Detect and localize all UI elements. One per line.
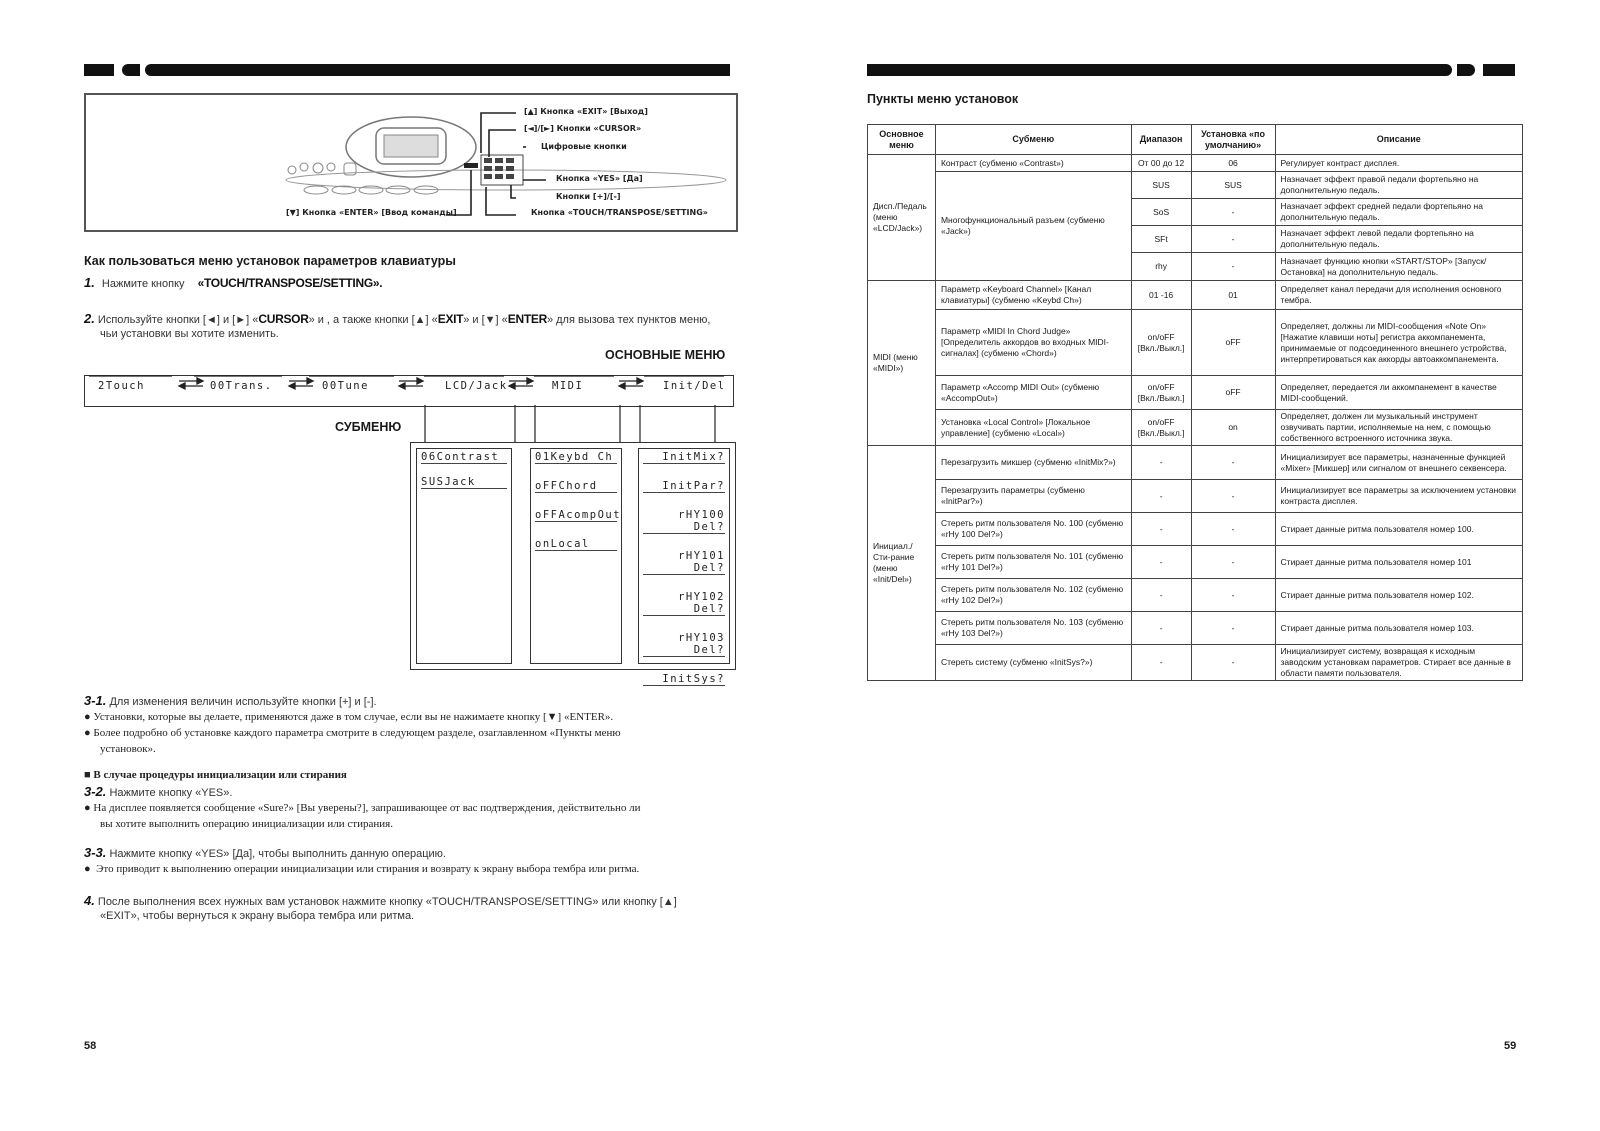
submenu-initmix: InitMix? [643, 451, 725, 464]
step-2-text-b: » и , а также кнопки [▲] « [308, 314, 438, 326]
row14-range: - [1131, 579, 1191, 612]
row5-desc: Назначает функцию кнопки «START/STOP» [Запуск/Остановка] на дополнительную педаль. [1275, 253, 1522, 281]
row6-sub: Параметр «Keyboard Channel» [Канал клавиатуры] (субменю «Keybd Ch») [935, 281, 1131, 310]
row11-desc: Инициализирует все параметры за исключением установки контраста дисплея. [1275, 480, 1522, 513]
submenu-col-midi [530, 448, 622, 664]
submenu-chord: oFFChord [535, 480, 617, 493]
group-init-del: Инициал./Сти-рание (меню «Init/Del») [868, 446, 936, 681]
step-3-1-text: Для изменения величин используйте кнопки [+] и [-]. [109, 696, 377, 708]
step-3-2-number: 3-2. [84, 784, 107, 799]
submenu-accomp-out: oFFAcompOut [535, 509, 622, 521]
row1-desc: Регулирует контраст дисплея. [1275, 155, 1522, 172]
row8-range: on/oFF [Вкл./Выкл.] [1131, 376, 1191, 410]
main-menu-lcd-jack: LCD/Jack [445, 380, 508, 392]
row5-default: - [1191, 253, 1275, 281]
bullet-1b-cont: установок». [100, 743, 156, 755]
submenu-keybd-ch: 01Keybd Ch [535, 451, 617, 464]
step-4-line1: После выполнения всех нужных вам установок нажмите кнопку «TOUCH/TRANSPOSE/SETTING» или кнопку [▲] [97, 896, 677, 908]
step-3-2 [84, 784, 232, 801]
row11-default: - [1191, 480, 1275, 513]
row16-range: - [1131, 645, 1191, 681]
step-3-2-text: Нажмите кнопку «YES». [109, 787, 233, 799]
step-2-kw-exit: EXIT [437, 312, 464, 326]
submenu-initpar: InitPar? [643, 480, 725, 493]
row13-desc: Стирает данные ритма пользователя номер 101 [1275, 546, 1522, 579]
row16-default: - [1191, 645, 1275, 681]
row1-range: От 00 до 12 [1131, 155, 1191, 172]
row3-range: SoS [1131, 199, 1191, 226]
label-touch: Кнопка «TOUCH/TRANSPOSE/SETTING» [531, 208, 708, 217]
settings-table [867, 124, 1523, 681]
main-menu-title: ОСНОВНЫЕ МЕНЮ [605, 348, 726, 362]
row14-sub: Стереть ритм пользователя No. 102 (субменю «rHy 102 Del?») [935, 579, 1131, 612]
bullet-3: ● Это приводит к выполнению операции инициализации или стирания и возврату к экрану выбора тембра или ритма. [84, 863, 640, 875]
bullet-2b: вы хотите выполнить операцию инициализации или стирания. [100, 818, 393, 830]
init-title-text: В случае процедуры инициализации или стирания [93, 769, 347, 781]
page-number-right: 59 [1504, 1040, 1517, 1052]
step-3-1 [84, 693, 377, 710]
step-2-kw-cursor: CURSOR [258, 312, 309, 326]
row15-default: - [1191, 612, 1275, 645]
submenu-initsys: InitSys? [643, 673, 725, 686]
row2-default: SUS [1191, 172, 1275, 199]
bullet-1b-text: Более подробно об установке каждого параметра смотрите в следующем разделе, озаглавленном «Пункты меню [93, 727, 621, 739]
row3-default: - [1191, 199, 1275, 226]
step-4-number: 4. [84, 893, 95, 908]
step-2-kw-enter: ENTER [507, 312, 547, 326]
label-yes: Кнопка «YES» [Да] [556, 174, 643, 183]
step-1 [84, 275, 382, 292]
row1-default: 06 [1191, 155, 1275, 172]
row3-desc: Назначает эффект средней педали фортепьяно на дополнительную педаль. [1275, 199, 1522, 226]
row6-default: 01 [1191, 281, 1275, 310]
bullet-1a-text: Установки, которые вы делаете, применяются даже в том случае, если вы не нажимаете кнопку [▼] «ENTER». [93, 711, 614, 723]
label-cursor: [◄]/[►] Кнопки «CURSOR» [524, 124, 642, 133]
bullet-1a: ● Установки, которые вы делаете, применяются даже в том случае, если вы не нажимаете кнопку [▼] «ENTER». [84, 711, 614, 723]
main-menu-init-del: Init/Del [663, 380, 726, 392]
row6-desc: Определяет канал передачи для исполнения основного тембра. [1275, 281, 1522, 310]
step-2-text-c: » и [▼] « [463, 314, 508, 326]
label-exit: [▲] Кнопка «EXIT» [Выход] [524, 107, 648, 116]
row11-range: - [1131, 480, 1191, 513]
bullet-1b: ● Более подробно об установке каждого параметра смотрите в следующем разделе, озаглавленном «Пункты меню [84, 727, 621, 739]
th-default: Установка «по умолчанию» [1191, 125, 1275, 155]
label-enter: [▼] Кнопка «ENTER» [Ввод команды] [286, 208, 457, 217]
main-menu-touch: 2Touch [98, 380, 145, 392]
left-header-main [145, 64, 730, 76]
row2-sub: Многофункциональный разъем (субменю «Jack») [935, 172, 1131, 281]
submenu-rhy103: rHY103 Del? [643, 632, 725, 657]
submenu-rhy100: rHY100 Del? [643, 509, 725, 534]
step-3-3-number: 3-3. [84, 845, 107, 860]
row2-desc: Назначает эффект правой педали фортепьяно на дополнительную педаль. [1275, 172, 1522, 199]
row14-default: - [1191, 579, 1275, 612]
submenu-jack: SUSJack [421, 476, 507, 489]
th-main: Основное меню [868, 125, 936, 155]
group-midi: MIDI (меню «MIDI») [868, 281, 936, 446]
row7-sub: Параметр «MIDI In Chord Judge» [Определитель аккордов во входных MIDI-сигналах] (субменю «Chord») [935, 310, 1131, 376]
row11-sub: Перезагрузить параметры (субменю «InitPar?») [935, 480, 1131, 513]
submenu-connectors [410, 405, 730, 445]
row13-range: - [1131, 546, 1191, 579]
right-header-bar [1483, 64, 1515, 76]
row10-sub: Перезагрузить микшер (субменю «InitMix?») [935, 446, 1131, 480]
group-lcd-jack: Дисп./Педаль (меню «LCD/Jack») [868, 155, 936, 281]
row12-desc: Стирает данные ритма пользователя номер 100. [1275, 513, 1522, 546]
bullet-2a-text: На дисплее появляется сообщение «Sure?» [Вы уверены?], запрашивающее от вас подтверждения, действительно ли [93, 802, 641, 814]
left-header-bar [84, 64, 114, 76]
row8-sub: Параметр «Accomp MIDI Out» (субменю «AccompOut») [935, 376, 1131, 410]
step-1-text: Нажмите кнопку [101, 278, 185, 290]
row14-desc: Стирает данные ритма пользователя номер 102. [1275, 579, 1522, 612]
step-4-line2: «EXIT», чтобы вернуться к экрану выбора тембра или ритма. [100, 910, 415, 922]
row4-range: SFt [1131, 226, 1191, 253]
step-2 [84, 311, 734, 328]
label-plusminus: Кнопки [+]/[-] [556, 192, 621, 201]
submenu-rhy102: rHY102 Del? [643, 591, 725, 616]
right-header-main [867, 64, 1452, 76]
step-3-3-text: Нажмите кнопку «YES» [Да], чтобы выполнить данную операцию. [109, 848, 446, 860]
row9-default: on [1191, 410, 1275, 446]
row9-range: on/oFF [Вкл./Выкл.] [1131, 410, 1191, 446]
row5-range: rhy [1131, 253, 1191, 281]
row6-range: 01 -16 [1131, 281, 1191, 310]
step-1-keyword: «TOUCH/TRANSPOSE/SETTING». [197, 276, 383, 290]
page-number-left: 58 [84, 1040, 97, 1052]
step-2-text-d: » для вызова тех пунктов меню, [546, 314, 711, 326]
row15-desc: Стирает данные ритма пользователя номер 103. [1275, 612, 1522, 645]
row15-range: - [1131, 612, 1191, 645]
step-3-1-number: 3-1. [84, 693, 107, 708]
th-sub: Субменю [935, 125, 1131, 155]
submenu-local: onLocal [535, 538, 617, 551]
step-2-text-a: Используйте кнопки [◄] и [►] « [97, 314, 259, 326]
main-menu-midi: MIDI [552, 380, 584, 392]
row7-desc: Определяет, должны ли MIDI-сообщения «Note On» [Нажатие клавиши ноты] регистра аккомпанемента, принимаемые от подсоединенного внешнего устройства, интерпретироваться как аккорды автоаккомпанемента. [1275, 310, 1522, 376]
row9-sub: Установка «Local Control» [Локальное управление] (субменю «Local») [935, 410, 1131, 446]
row8-desc: Определяет, передается ли аккомпанемент в качестве MIDI-сообщений. [1275, 376, 1522, 410]
row13-sub: Стереть ритм пользователя No. 101 (субменю «rHy 101 Del?») [935, 546, 1131, 579]
submenu-col-lcd-jack [416, 448, 512, 664]
main-menu-tune: 00Tune [322, 380, 369, 392]
row4-default: - [1191, 226, 1275, 253]
row2-range: SUS [1131, 172, 1191, 199]
submenu-contrast: 06Contrast [421, 451, 507, 464]
th-desc: Описание [1275, 125, 1522, 155]
submenu-title: СУБМЕНЮ [335, 420, 402, 434]
keyboard-diagram [84, 93, 738, 232]
bullet-3-text: Это приводит к выполнению операции инициализации или стирания и возврату к экрану выбора тембра или ритма. [96, 863, 640, 875]
th-range: Диапазон [1131, 125, 1191, 155]
step-2-number: 2. [84, 311, 95, 326]
submenu-col-init-del [638, 448, 730, 685]
row10-desc: Инициализирует все параметры, назначенные функцией «Mixer» [Микшер] или сигналом от внешнего секвенсера. [1275, 446, 1522, 480]
bullet-2a: ● На дисплее появляется сообщение «Sure?» [Вы уверены?], запрашивающее от вас подтверждения, действительно ли [84, 802, 641, 814]
row16-desc: Инициализирует систему, возвращая к исходным заводским установкам параметров. Стирает все данные в области памяти пользователя. [1275, 645, 1522, 681]
right-page-title: Пункты меню установок [867, 92, 1019, 106]
row12-sub: Стереть ритм пользователя No. 100 (субменю «rHy 100 Del?») [935, 513, 1131, 546]
row15-sub: Стереть ритм пользователя No. 103 (субменю «rHy 103 Del?») [935, 612, 1131, 645]
step-2-line2: чьи установки вы хотите изменить. [100, 328, 279, 340]
row10-range: - [1131, 446, 1191, 480]
row4-desc: Назначает эффект левой педали фортепьяно на дополнительную педаль. [1275, 226, 1522, 253]
main-menu-trans: 00Trans. [210, 380, 273, 392]
step-4 [84, 893, 744, 910]
step-1-number: 1. [84, 275, 95, 290]
section-title: Как пользоваться меню установок параметров клавиатуры [84, 254, 456, 268]
init-title: ■ В случае процедуры инициализации или стирания [84, 769, 347, 781]
row12-range: - [1131, 513, 1191, 546]
label-digits: Цифровые кнопки [541, 142, 627, 151]
submenu-rhy101: rHY101 Del? [643, 550, 725, 575]
row13-default: - [1191, 546, 1275, 579]
step-3-3 [84, 845, 446, 862]
row12-default: - [1191, 513, 1275, 546]
row8-default: oFF [1191, 376, 1275, 410]
row10-default: - [1191, 446, 1275, 480]
row1-sub: Контраст (субменю «Contrast») [935, 155, 1131, 172]
left-header-cap [122, 64, 140, 76]
row9-desc: Определяет, должен ли музыкальный инструмент озвучивать партии, исполняемые на нем, с помощью собственного встроенного источника звука. [1275, 410, 1522, 446]
row7-default: oFF [1191, 310, 1275, 376]
row7-range: on/oFF [Вкл./Выкл.] [1131, 310, 1191, 376]
right-header-cap [1457, 64, 1475, 76]
row16-sub: Стереть систему (субменю «InitSys?») [935, 645, 1131, 681]
